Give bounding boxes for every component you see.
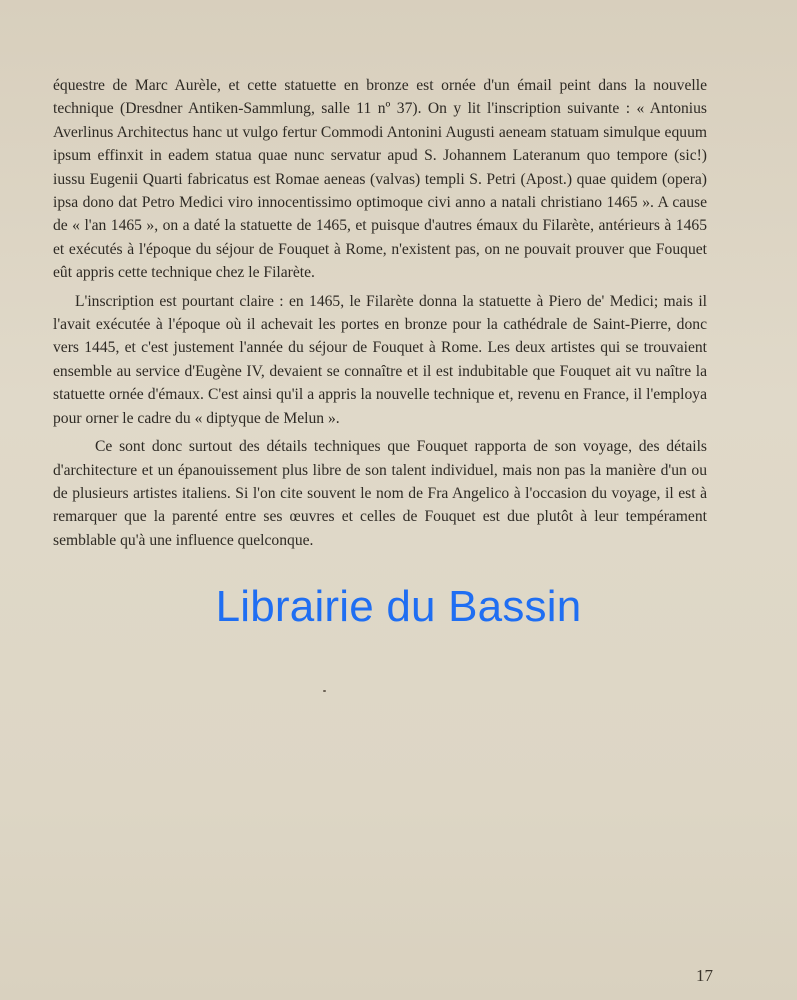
body-text xyxy=(53,74,707,557)
watermark-text: Librairie du Bassin xyxy=(215,582,582,631)
paragraph-2: L'inscription est pourtant claire : en 1465, le Filarète donna la statuette à Piero de' Medici; mais il l'avait exécutée à l'époque où il achevait les portes en bronze pour la cathédrale de Saint-Pierre, donc vers 1445, et c'est justement l'année du séjour de Fouquet à Rome. Les deux artistes qui se trouvaient ensemble au service d'Eugène IV, devaient se connaître et il est indubitable que Fouquet ait vu naître la statuette ornée d'émaux. C'est ainsi qu'il a appris la nouvelle technique et, revenu en France, il l'employa pour orner le cadre du « diptyque de Melun ». xyxy=(53,292,707,427)
paragraph-1: équestre de Marc Aurèle, et cette statuette en bronze est ornée d'un émail peint dans la nouvelle technique (Dresdner Antiken-Sammlung, salle 11 nº 37). On y lit l'inscription suivante : « Antonius Averlinus Architectus hanc ut vulgo fertur Commodi Antonini Augusti aeneam statuam simulque equum ipsum effinxit in eadem statua quae nunc servatur apud S. Johannem Lateranum quo tempore (sic!) iussu Eugenii Quarti fabricatus est Romae aeneas (valvas) templi S. Petri (Apost.) quae quidem (opera) ipsa dono dat Petro Medici viro innocentissimo optimoque civi anno a natali christiano 1465 ». A cause de « l'an 1465 », on a daté la statuette de 1465, et puisque d'autres émaux du Filarète, antérieurs à 1465 et exécutés à l'époque du séjour de Fouquet à Rome, n'existent pas, on ne pouvait prouver que Fouquet eût appris cette technique chez le Filarète. xyxy=(53,77,707,282)
paragraph-3: Ce sont donc surtout des détails techniques que Fouquet rapporta de son voyage, des détails d'architecture et un épanouissement plus libre de son talent individuel, mais non pas la manière d'un ou de plusieurs artistes italiens. Si l'on cite souvent le nom de Fra Angelico à l'occasion du voyage, il est à remarquer que la parenté entre ses œuvres et celles de Fouquet est due plutôt à leur tempérament semblable qu'à une influence quelconque. xyxy=(53,438,707,549)
page-number: 17 xyxy=(696,966,713,985)
paper-speck xyxy=(323,690,326,692)
